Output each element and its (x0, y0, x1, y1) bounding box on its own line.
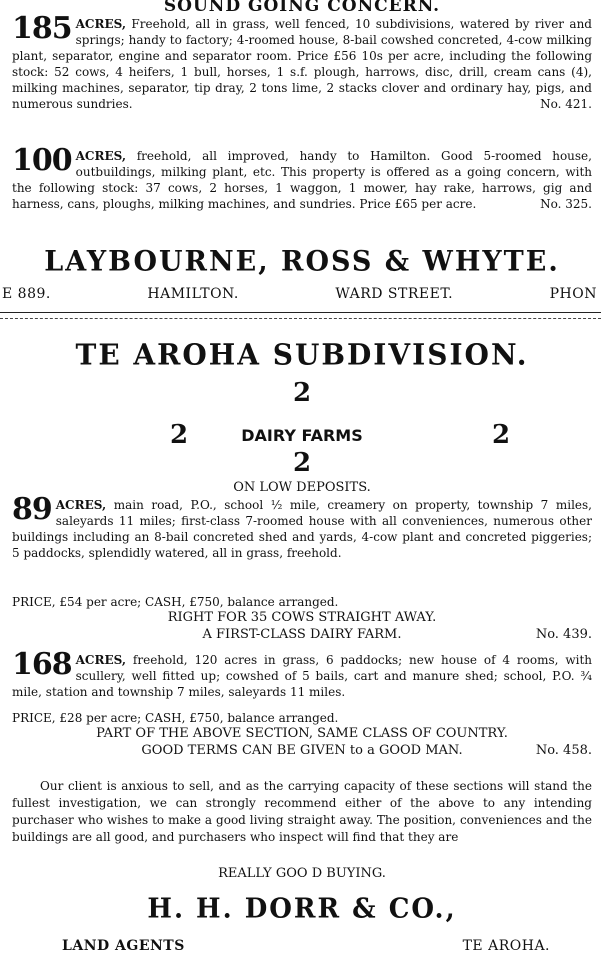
listing-number: 185 (12, 11, 72, 46)
listing-text: freehold, all improved, handy to Hamilton. Good 5-roomed house, outbuildings, milking plant, etc. This property is offered as a going concern, with the following stock: 37 cows, 2 horses, 1 waggon, 1 mower, hay rake, harrows, gig and harness, cans, ploughs, milking machines, and sundries. Price £65 per acre. (12, 149, 592, 211)
listing-89-note: RIGHT FOR 35 COWS STRAIGHT AWAY. (167, 610, 437, 625)
address-street: WARD STREET. (335, 286, 454, 302)
agents-town: TE AROHA. (462, 938, 550, 954)
listing-168 (12, 647, 592, 700)
listing-ref: No. 325. (540, 197, 592, 211)
firm-address (2, 286, 597, 302)
big-two: 2 (292, 448, 312, 478)
listing-number: 168 (12, 647, 72, 682)
listing-lead: ACRES, (75, 653, 127, 667)
big-two: 2 (292, 378, 312, 408)
listing-text: Freehold, all in grass, well fenced, 10 subdivisions, watered by river and springs; handy to factory; 4-roomed house, 8-bail cowshed concreted, 4-cow milking plant, separator, engine and separator room. Price £56 10s per acre, including the following stock: 52 cows, 4 heifers, 1 bull, horses, 1 s.f. plough, harrows, disc, drill, cream cans (4), milking machines, separator, tip dray, 2 tons lime, 2 stacks clover and ordinary hay, pigs, and numerous sundries. (12, 17, 592, 111)
ad2-title: TE AROHA SUBDIVISION. (75, 337, 529, 372)
listing-lead: ACRES, (55, 498, 107, 512)
listing-168-note: PART OF THE ABOVE SECTION, SAME CLASS OF COUNTRY. (96, 726, 508, 741)
address-city: HAMILTON. (147, 286, 239, 302)
agents-row (62, 938, 550, 954)
listing-number: 100 (12, 143, 72, 178)
listing-89-note-row (12, 627, 592, 645)
divider (0, 318, 601, 319)
big-two: 2 (170, 420, 189, 450)
listing-89 (12, 492, 592, 561)
listing-lead: ACRES, (75, 17, 127, 31)
listing-185 (12, 11, 592, 112)
divider (0, 312, 601, 313)
listing-ref: No. 439. (535, 627, 592, 642)
ad1-title: SOUND GOING CONCERN. (163, 0, 441, 16)
firm-name: H. H. DORR & CO., (147, 893, 457, 925)
listing-168-note-row (12, 743, 592, 761)
listing-89-note: A FIRST-CLASS DAIRY FARM. (202, 627, 402, 642)
buying-line: REALLY GOO D BUYING. (218, 866, 386, 881)
dairy-farms-label: DAIRY FARMS (241, 426, 363, 445)
address-phone: PHON (549, 286, 597, 302)
listing-text: main road, P.O., school ½ mile, creamery on property, township 7 miles, saleyards 11 miles; first-class 7-roomed house with all conveniences, numerous other buildings including an 8-bail concreted shed and yards, 4-cow plant and concreted piggeries; 5 paddocks, splendidly watered, all in grass, freehold. (12, 498, 592, 560)
closing-paragraph: Our client is anxious to sell, and as the carrying capacity of these sections will stand the fullest investigation, we can strongly recommend either of the above to any intending purchaser who wishes to make a good living straight away. The position, conveniences and the buildings are all good, and purchasers who inspect will find that they are (12, 779, 592, 844)
agents-label: LAND AGENTS (62, 938, 185, 954)
listing-168-note: GOOD TERMS CAN BE GIVEN to a GOOD MAN. (141, 743, 463, 758)
listing-100 (12, 143, 592, 212)
firm-name: LAYBOURNE, ROSS & WHYTE. (44, 245, 560, 278)
deposits-line: ON LOW DEPOSITS. (233, 480, 371, 495)
listing-ref: No. 421. (540, 97, 592, 111)
listing-text: freehold, 120 acres in grass, 6 paddocks; new house of 4 rooms, with scullery, well fitted up; cowshed of 5 bails, cart and manure shed; school, P.O. ¾ mile, station and township 7 miles, saleyards 11 miles. (12, 653, 592, 699)
listing-ref: No. 458. (535, 743, 592, 758)
listing-lead: ACRES, (75, 149, 127, 163)
big-two: 2 (492, 420, 511, 450)
address-part: E 889. (2, 286, 51, 302)
listing-number: 89 (12, 492, 52, 527)
listing-168-price: PRICE, £28 per acre; CASH, £750, balance arranged. (12, 711, 339, 725)
listing-89-price: PRICE, £54 per acre; CASH, £750, balance arranged. (12, 595, 339, 609)
